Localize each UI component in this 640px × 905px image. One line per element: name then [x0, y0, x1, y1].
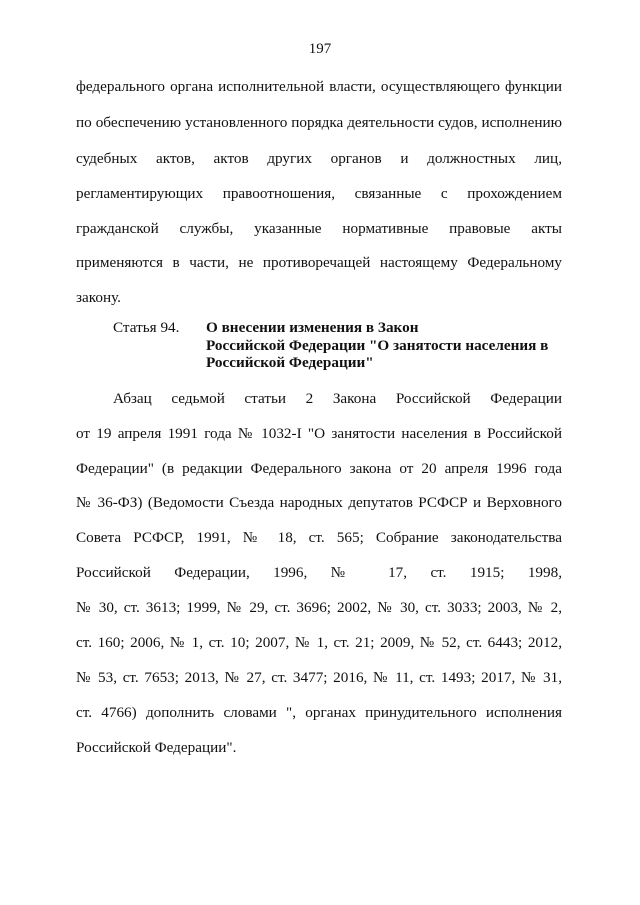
paragraph2-line-2: от 19 апреля 1991 года № 1032-I "О занятости населения в Российской [76, 425, 562, 442]
paragraph2-line-9: № 53, ст. 7653; 2013, № 27, ст. 3477; 2016, № 11, ст. 1493; 2017, № 31, [76, 669, 562, 686]
paragraph1-line-2: по обеспечению установленного порядка деятельности судов, исполнению [76, 114, 562, 131]
paragraph2-line-3: Федерации" (в редакции Федерального закона от 20 апреля 1996 года [76, 460, 562, 477]
paragraph1-line-5: гражданской службы, указанные нормативные правовые акты [76, 220, 562, 237]
article-title-line-1: О внесении изменения в Закон [206, 319, 419, 336]
article-number: Статья 94. [113, 319, 180, 336]
paragraph1-line-4: регламентирующих правоотношения, связанные с прохождением [76, 185, 562, 202]
paragraph1-line-7: закону. [76, 289, 121, 306]
paragraph1-line-3: судебных актов, актов других органов и должностных лиц, [76, 150, 562, 167]
article-title [206, 319, 566, 372]
paragraph2-line-11: Российской Федерации". [76, 739, 237, 756]
page-number: 197 [308, 41, 332, 57]
paragraph1-line-1: федерального органа исполнительной власти, осуществляющего функции [76, 78, 562, 95]
paragraph1-line-6: применяются в части, не противоречащей настоящему Федеральному [76, 254, 562, 271]
paragraph2-line-7: № 30, ст. 3613; 1999, № 29, ст. 3696; 2002, № 30, ст. 3033; 2003, № 2, [76, 599, 562, 616]
paragraph2-line-8: ст. 160; 2006, № 1, ст. 10; 2007, № 1, ст. 21; 2009, № 52, ст. 6443; 2012, [76, 634, 562, 651]
article-title-line-2: Российской Федерации "О занятости населения в [206, 336, 549, 354]
paragraph2-line-10: ст. 4766) дополнить словами ", органах принудительного исполнения [76, 704, 562, 721]
paragraph2-line-1: Абзац седьмой статьи 2 Закона Российской Федерации [113, 390, 562, 407]
paragraph2-line-5: Совета РСФСР, 1991, № 18, ст. 565; Собрание законодательства [76, 529, 562, 546]
paragraph2-line-4: № 36-ФЗ) (Ведомости Съезда народных депутатов РСФСР и Верховного [76, 494, 562, 511]
article-title-line-3: Российской Федерации" [206, 354, 374, 371]
paragraph2-line-6: Российской Федерации, 1996, № 17, ст. 1915; 1998, [76, 564, 562, 581]
